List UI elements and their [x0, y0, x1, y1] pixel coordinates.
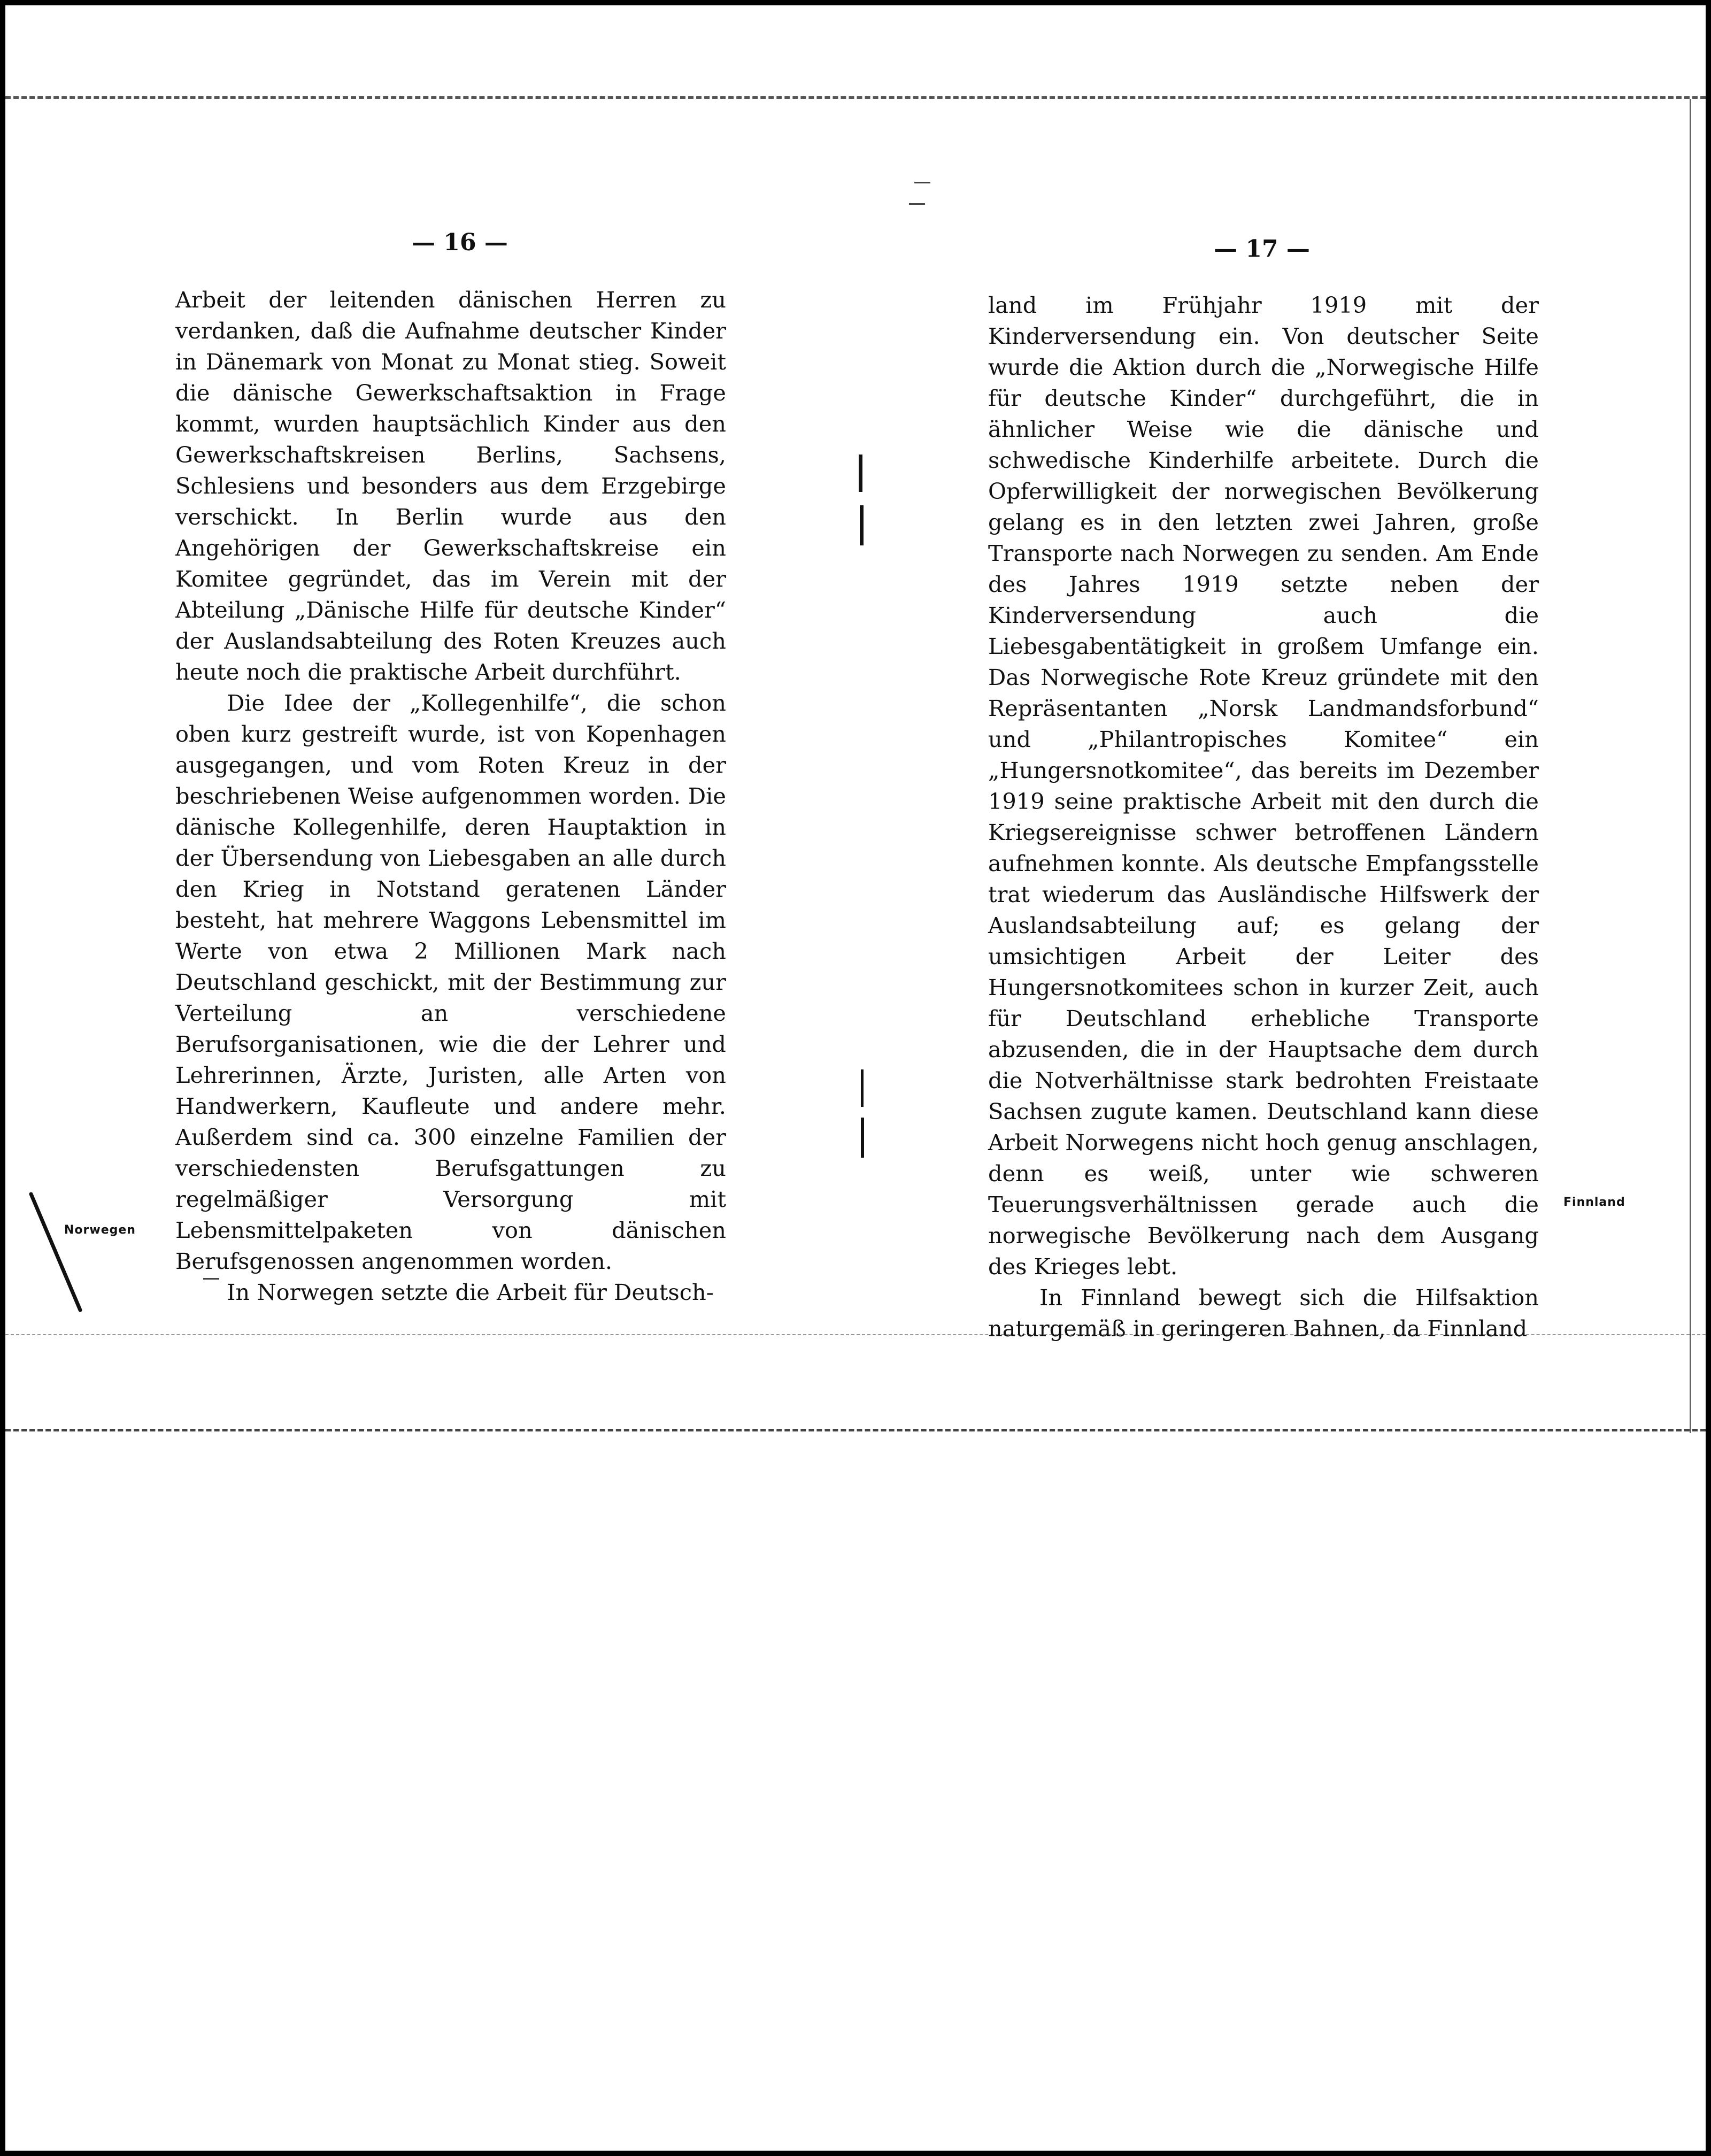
scanned-sheet — [5, 5, 1706, 2151]
scan-speck — [909, 203, 925, 205]
scan-speck — [914, 182, 930, 183]
scan-edge-top — [5, 96, 1706, 99]
margin-stroke — [27, 1190, 91, 1318]
gutter-mark — [861, 1118, 864, 1158]
text-column-right — [988, 290, 1539, 1344]
paragraph: land im Frühjahr 1919 mit der Kinderversendung ein. Von deutscher Seite wurde die Aktion durch die „Norwegische Hilfe für deutsche Kinder“ durchgeführt, die in ähnlicher Weise wie die dänische und schwedische Kinderhilfe arbeitete. Durch die Opferwilligkeit der norwegischen Bevölkerung gelang es in den letzten zwei Jahren, große Transporte nach Norwegen zu senden. Am Ende des Jahres 1919 setzte neben der Kinderversendung auch die Liebesgabentätigkeit in großem Umfange ein. Das Norwegische Rote Kreuz gründete mit den Repräsentanten „Norsk Landmandsforbund“ und „Philantropisches Komitee“ ein „Hungersnotkomitee“, das bereits im Dezember 1919 seine praktische Arbeit mit den durch die Kriegsereignisse schwer betroffenen Ländern aufnehmen konnte. Als deutsche Empfangsstelle trat wiederum das Ausländische Hilfswerk der Auslandsabteilung auf; es gelang der umsichtigen Arbeit der Leiter des Hungersnotkomitees schon in kurzer Zeit, auch für Deutschland erhebliche Transporte abzusenden, die in der Hauptsache dem durch die Notverhältnisse stark bedrohten Freistaate Sachsen zugute kamen. Deutschland kann diese Arbeit Norwegens nicht hoch genug anschlagen, denn es weiß, unter wie schweren Teuerungsverhältnissen gerade auch die norwegische Bevölkerung nach dem Ausgang des Krieges lebt. — [988, 292, 1539, 1280]
paragraph: In Norwegen setzte die Arbeit für Deutsch- — [227, 1279, 714, 1305]
gutter-mark — [860, 505, 864, 545]
scan-edge-right — [1690, 99, 1691, 1433]
gutter-mark — [861, 1069, 864, 1107]
paragraph: Arbeit der leitenden dänischen Herren zu verdanken, daß die Aufnahme deutscher Kinder in Dänemark von Monat zu Monat stieg. Soweit die dänische Gewerkschaftsaktion in Frage kommt, wurden hauptsächlich Kinder aus den Gewerkschaftskreisen Berlins, Sachsens, Schlesiens und besonders aus dem Erzgebirge verschickt. In Berlin wurde aus den Angehörigen der Gewerkschaftskreise ein Komitee gegründet, das im Verein mit der Abteilung „Dänische Hilfe für deutsche Kinder“ der Auslandsabteilung des Roten Kreuzes auch heute noch die praktische Arbeit durchführt. — [175, 287, 726, 685]
paragraph: In Finnland bewegt sich die Hilfsaktion naturgemäß in geringeren Bahnen, da Finnland — [988, 1284, 1539, 1342]
gutter-mark — [859, 455, 862, 492]
text-column-left — [175, 284, 726, 1308]
scan-edge-bottom — [5, 1429, 1706, 1431]
margin-note-finnland: Finnland — [1563, 1196, 1625, 1209]
page-number-left: — 16 — — [412, 229, 508, 256]
page-number-right: — 17 — — [1214, 235, 1310, 263]
margin-note-norwegen: Norwegen — [64, 1223, 136, 1237]
paragraph: Die Idee der „Kollegenhilfe“, die schon oben kurz gestreift wurde, ist von Kopenhagen ausgegangen, und vom Roten Kreuz in der beschriebenen Weise aufgenommen worden. Die dänische Kollegenhilfe, deren Hauptaktion in der Übersendung von Liebesgaben an alle durch den Krieg in Notstand geratenen Länder besteht, hat mehrere Waggons Lebensmittel im Werte von etwa 2 Millionen Mark nach Deutschland geschickt, mit der Bestimmung zur Verteilung an verschiedene Berufsorganisationen, wie die der Lehrer und Lehrerinnen, Ärzte, Juristen, alle Arten von Handwerkern, Kaufleute und andere mehr. Außerdem sind ca. 300 einzelne Familien der verschiedensten Berufsgattungen zu regelmäßiger Versorgung mit Lebensmittelpaketen von dänischen Berufsgenossen angenommen worden. — [175, 690, 726, 1274]
